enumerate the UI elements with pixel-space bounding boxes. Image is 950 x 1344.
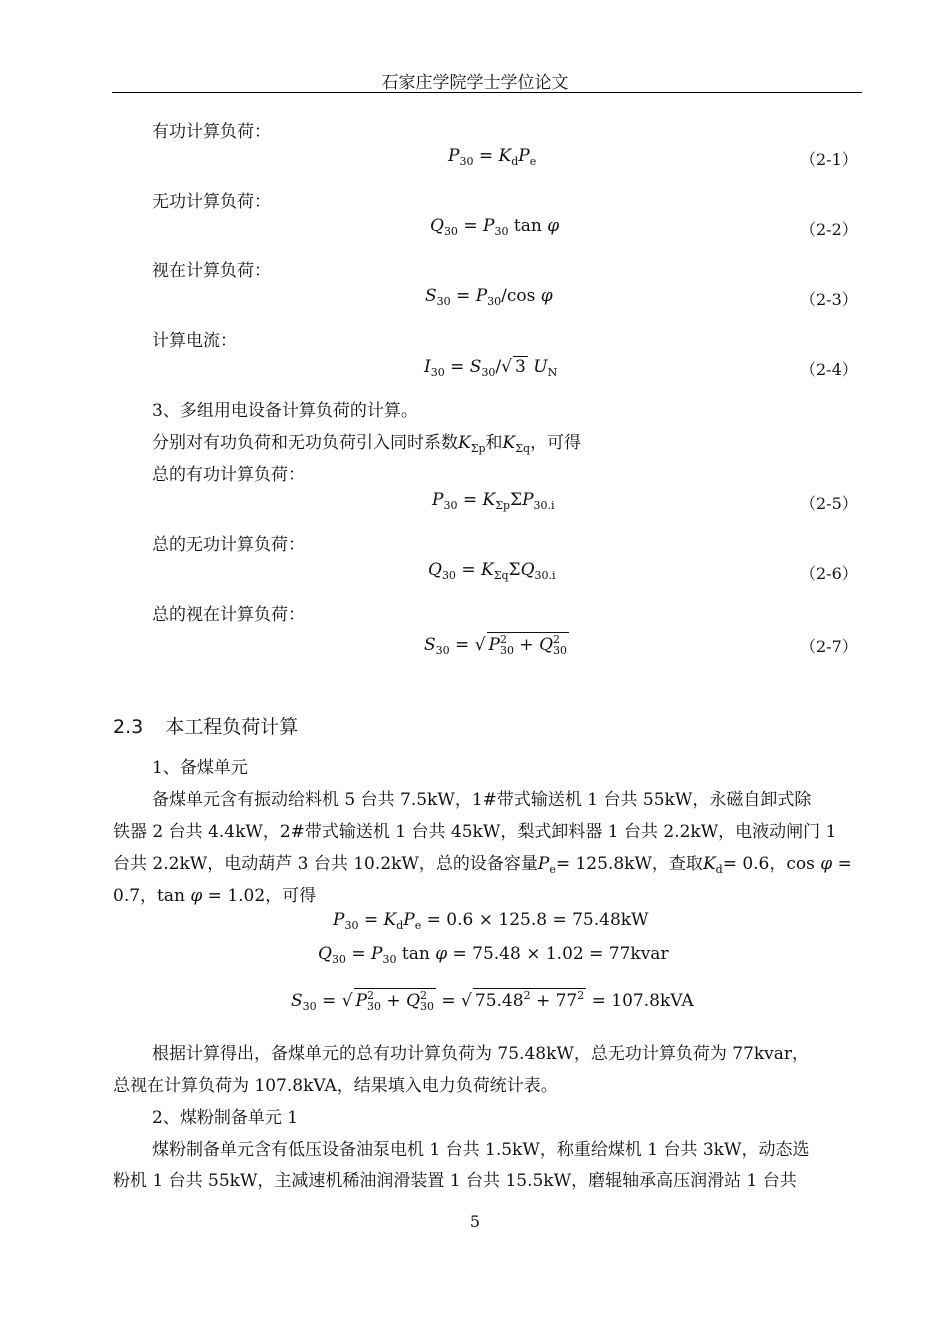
formula-2-4: $I_{30} = S_{30}/√$ 3 $U_N$ (424, 357, 558, 379)
formula-label-total-apparent: 总的视在计算负荷： (152, 605, 305, 625)
unit1-paragraph-line2: 铁器 2 台共 4.4kW，2#带式输送机 1 台共 45kW，梨式卸料器 1 台共 2.2kW，电液动闸门 1 (113, 822, 837, 842)
formula-label-apparent-load: 视在计算负荷： (152, 261, 271, 281)
page-number: 5 (469, 1212, 481, 1231)
equation-number-2-5: （2-5） (800, 494, 858, 513)
equation-number-2-4: （2-4） (800, 360, 858, 379)
running-header: 石家庄学院学士学位论文 (381, 73, 569, 93)
unit1-paragraph-line3: 台共 2.2kW，电动葫芦 3 台共 10.2kW，总的设备容量$P_e= 125.8kW$，查取$K_d= 0.6$，cos φ = (113, 854, 852, 876)
formula-2-2: $Q_{30} = P_{30}$ tan φ (430, 216, 560, 238)
unit1-calc-apparent: $S_{30}$ = √ $P^2_{30} + Q^2_{30}$ = √ $75.48^2 + 77^2 = 107.8kVA$ (291, 989, 694, 1013)
section-number: 2.3 (113, 716, 144, 738)
equation-number-2-6: （2-6） (800, 564, 858, 583)
equation-number-2-2: （2-2） (800, 220, 858, 239)
formula-2-1: $P_{30} = K_dP_e$ (448, 146, 537, 168)
section-title: 本工程负荷计算 (165, 716, 299, 738)
unit1-calc-active: $P_{30} = K_dP_e = 0.6 \times 125.8 = 75.48kW$ (333, 910, 649, 932)
unit2-heading: 2、煤粉制备单元 1 (152, 1108, 299, 1128)
header-rule (112, 92, 862, 93)
equation-number-2-7: （2-7） (800, 637, 858, 656)
formula-label-total-active: 总的有功计算负荷： (152, 465, 305, 485)
unit1-result-line2: 总视在计算负荷为 107.8kVA，结果填入电力负荷统计表。 (113, 1076, 558, 1096)
unit2-paragraph-line1: 煤粉制备单元含有低压设备油泵电机 1 台共 1.5kW，称重给煤机 1 台共 3kW，动态选 (152, 1140, 810, 1160)
unit1-paragraph-line1: 备煤单元含有振动给料机 5 台共 7.5kW，1#带式输送机 1 台共 55kW，永磁自卸式除 (152, 790, 812, 810)
formula-label-total-reactive: 总的无功计算负荷： (152, 535, 305, 555)
unit1-paragraph-line4: 0.7，tan φ = 1.02，可得 (113, 886, 317, 906)
unit1-result-line1: 根据计算得出，备煤单元的总有功计算负荷为 75.48kW，总无功计算负荷为 77kvar， (152, 1044, 810, 1064)
formula-2-5: $P_{30} = K_{\Sigma p}\Sigma P_{30.i}$ (432, 490, 555, 512)
unit1-calc-reactive: $Q_{30} = P_{30}$ tan φ = 75.48 × 1.02 = 77kvar (318, 944, 669, 966)
formula-2-3: $S_{30} = P_{30}/\cos$ φ (425, 286, 553, 308)
formula-label-current: 计算电流： (152, 331, 237, 351)
section-heading (113, 712, 298, 739)
equation-number-2-3: （2-3） (800, 290, 858, 309)
formula-2-6: $Q_{30} = K_{\Sigma q}\Sigma Q_{30.i}$ (428, 560, 556, 582)
equation-number-2-1: （2-1） (800, 150, 858, 169)
coefficient-sentence: 分别对有功负荷和无功负荷引入同时系数$K_{\Sigma p}$和$K_{\Sigma q}$，可得 (152, 433, 582, 455)
formula-label-reactive-load: 无功计算负荷： (152, 192, 271, 212)
formula-2-7: $S_{30}$ = √ $P^2_{30} + Q^2_{30}$ (424, 633, 567, 657)
unit1-heading: 1、备煤单元 (152, 758, 248, 778)
unit2-paragraph-line2: 粉机 1 台共 55kW，主减速机稀油润滑装置 1 台共 15.5kW，磨辊轴承高压润滑站 1 台共 (113, 1171, 797, 1191)
item-3-heading: 3、多组用电设备计算负荷的计算。 (152, 401, 418, 421)
formula-label-active-load: 有功计算负荷： (152, 122, 271, 142)
